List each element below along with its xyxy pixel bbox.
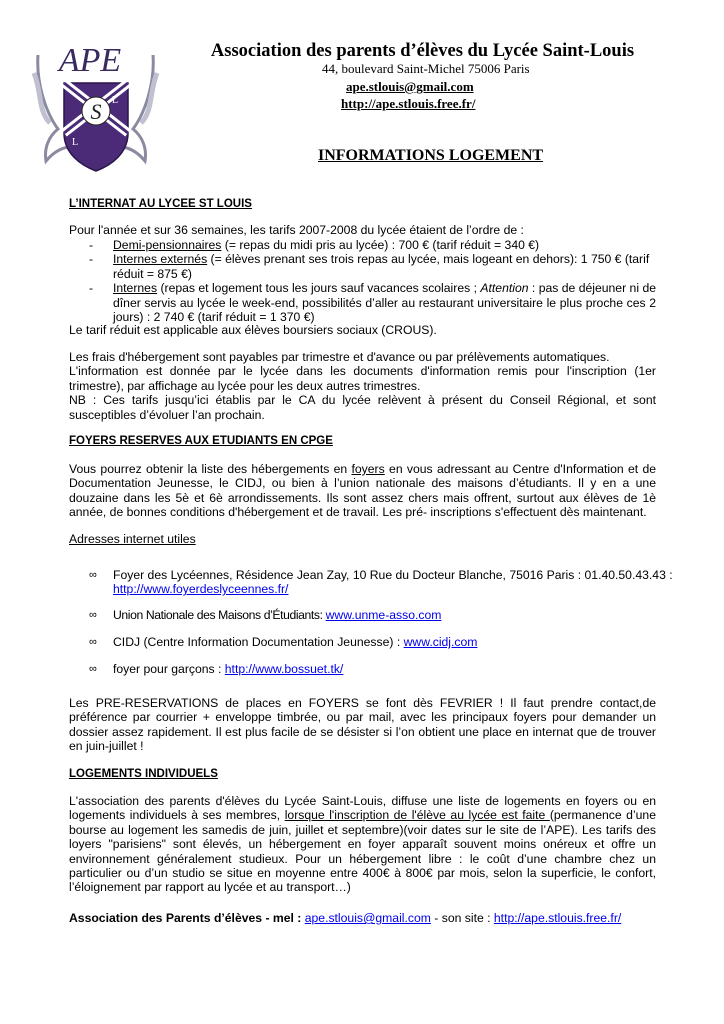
tarif-item-demi-pension (89, 238, 656, 252)
dash-bullet: - (89, 281, 94, 296)
footer-website-link[interactable]: http://ape.stlouis.free.fr/ (493, 911, 622, 925)
logo-ape-text: APE (58, 42, 122, 79)
cidj-link[interactable]: www.cidj.com (403, 635, 478, 649)
infinity-bullet-icon: ∞ (89, 609, 97, 621)
links-heading: Adresses internet utiles (69, 532, 196, 546)
link-item-text: foyer pour garçons : (113, 662, 225, 676)
logements-paragraph (69, 794, 656, 895)
tarif-item-text: (repas et logement tous les jours sauf vacances scolaires ; (157, 281, 481, 296)
header-website-link[interactable]: http://ape.stlouis.free.fr/ (341, 96, 476, 111)
infinity-bullet-icon: ∞ (89, 636, 97, 648)
payment-p2: L'information est donnée par le lycée dans les documents d'information remis pour l'inscription (1er trimestre), par affichage au lycée pour les deux autres trimestres. (69, 364, 656, 393)
document-title: INFORMATIONS LOGEMENT (318, 147, 544, 164)
link-item-text: Union Nationale des Maisons d’Étudiants: (113, 608, 326, 622)
link-item-text: CIDJ (Centre Information Documentation Jeunesse) : (113, 635, 404, 649)
link-item-foyer-lyceennes (89, 568, 673, 597)
tarif-item-text: (= élèves prenant ses trois repas au lycée, mais logeant en dehors): 1 750 € (tarif réduit = 875 €) (113, 252, 650, 281)
ape-crest-image (28, 33, 163, 173)
logements-heading: LOGEMENTS INDIVIDUELS (69, 768, 218, 780)
tarif-item-text: : pas de déjeuner ni de dîner servis au lycée le week-end, possibilités d’aller au restaurant universitaire le plus proche ces 2 jours) : 2 740 € (tarif réduit = 1 370 €) (113, 281, 657, 325)
internat-intro: Pour l'année et sur 36 semaines, les tarifs 2007-2008 du lycée étaient de l’ordre de : (69, 223, 524, 237)
logo-monogram: S (90, 99, 102, 124)
infinity-bullet-icon: ∞ (89, 663, 97, 675)
footer-email-link[interactable]: ape.stlouis@gmail.com (304, 911, 431, 925)
tarif-item-label: Internes (113, 281, 158, 296)
foyer-lyceennes-link[interactable]: http://www.foyerdeslyceennes.fr/ (113, 582, 289, 597)
bossuet-link[interactable]: http://www.bossuet.tk/ (224, 662, 344, 676)
payment-paragraph (69, 350, 656, 422)
footer-org: Association des Parents d’élèves (69, 911, 263, 925)
logements-text: (permanence d’une bourse au logement les samedis de juin, juillet et septembre)(voir dates sur le site de l’APE). Les tarifs des loyers "parisiens" sont élevés, un hébergement en foyer apparaît souvent moins onéreux et offre un environnement généralement studieux. Pour un hébergement libre : le coût d’une chambre chez un particulier ou d’un studio se situe en moyenne entre 400€ à 800€ par mois, selon la superficie, le confort, l’éloignement par rapport au lycée et au transport…) (69, 808, 656, 895)
payment-p3: NB : Ces tarifs jusqu’ici établis par le CA du lycée relèvent à présent du Conseil Régional, et sont susceptibles d’évoluer l’an prochain. (69, 393, 656, 422)
svg-text:L: L (112, 95, 119, 106)
dash-bullet: - (89, 252, 94, 267)
tarif-item-internes (89, 281, 656, 324)
footer-mel-label: - mel : (262, 911, 305, 925)
foyers-heading: FOYERS RESERVES AUX ETUDIANTS EN CPGE (69, 435, 333, 447)
foyers-paragraph (69, 462, 656, 520)
svg-text:L: L (72, 137, 79, 148)
address: 44, boulevard Saint-Michel 75006 Paris (322, 61, 530, 76)
footer-site-label: - son site : (430, 911, 494, 925)
link-item-bossuet (89, 662, 673, 676)
link-item-text: Foyer des Lycéennes, Résidence Jean Zay, 10 Rue du Docteur Blanche, 75016 Paris : 01.40.50.43.43 : (113, 568, 673, 582)
prereservations-paragraph: Les PRE-RESERVATIONS de places en FOYERS se font dès FEVRIER ! Il faut prendre contact,de préférence par courrier + enveloppe timbrée, ou par mail, avec les principaux foyers pour demander un dossier assez rapidement. Il est plus facile de se désister si l’on obtient une place en internat que de trouver en juin-juillet ! (69, 696, 656, 754)
logements-underlined-text: lorsque l'inscription de l'élève au lycée est faite (284, 808, 550, 823)
reduced-rate-note: Le tarif réduit est applicable aux élèves boursiers sociaux (CROUS). (69, 323, 437, 337)
dash-bullet: - (89, 238, 94, 252)
tarif-list (89, 238, 656, 324)
foyers-text: en vous adressant au Centre d'Information et de Documentation Jeunesse, le CIDJ, ou bien à l’union nationale des maisons d’étudiants. Il y en a une douzaine dans les 5è et 6è arrondissements. Ils sont assez chers mais offrent, surtout aux élèves de 1è année, de bonnes conditions d'hébergement et de travail. Les pré- inscriptions s'effectuent dès maintenant. (69, 462, 656, 520)
tarif-item-label: Demi-pensionnaires (113, 238, 222, 252)
ape-logo (28, 33, 163, 173)
association-title: Association des parents d’élèves du Lycée Saint-Louis (210, 41, 635, 61)
unme-link[interactable]: www.unme-asso.com (325, 608, 442, 622)
foyers-underlined-word: foyers (351, 462, 385, 476)
logements-text: L'association des parents d'élèves du Lycée Saint-Louis, diffuse une liste de logements en foyers ou en logements individuels à ses membres, (69, 794, 656, 823)
internat-heading: L’INTERNAT AU LYCEE ST LOUIS (69, 198, 252, 210)
foyers-text: Vous pourrez obtenir la liste des hébergements en (69, 462, 352, 476)
tarif-item-label: Internes externés (113, 252, 208, 267)
link-item-cidj (89, 635, 673, 649)
header-email-link[interactable]: ape.stlouis@gmail.com (346, 79, 474, 94)
link-item-unme (89, 608, 673, 622)
footer-contact (69, 911, 659, 925)
tarif-item-emphasis: Attention (480, 281, 529, 296)
infinity-bullet-icon: ∞ (89, 569, 97, 581)
tarif-item-internes-externes (89, 252, 656, 281)
payment-p1: Les frais d'hébergement sont payables par trimestre et d'avance ou par prélèvements automatiques. (69, 350, 610, 364)
tarif-item-text: (= repas du midi pris au lycée) : 700 € (tarif réduit = 340 €) (221, 238, 540, 252)
